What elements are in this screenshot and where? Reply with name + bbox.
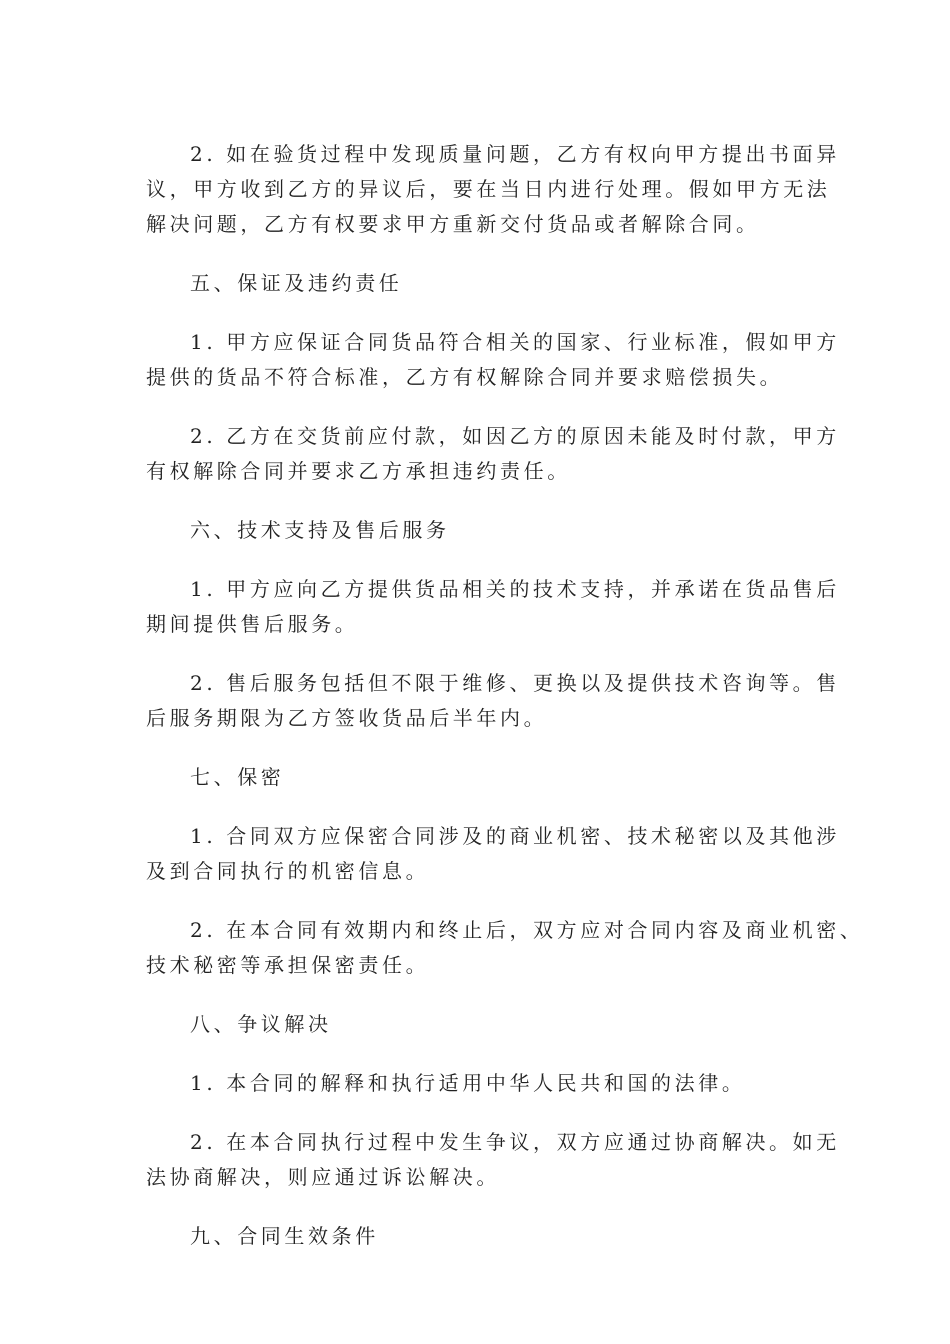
paragraph-line: 2. 在本合同执行过程中发生争议，双方应通过协商解决。如无 bbox=[190, 1130, 840, 1154]
clause-paragraph bbox=[146, 419, 840, 489]
clause-paragraph bbox=[146, 137, 840, 242]
paragraph-line: 解决问题，乙方有权要求甲方重新交付货品或者解除合同。 bbox=[146, 212, 760, 236]
paragraph-line: 技术秘密等承担保密责任。 bbox=[146, 953, 430, 977]
paragraph-line: 1. 合同双方应保密合同涉及的商业机密、技术秘密以及其他涉 bbox=[190, 824, 840, 848]
paragraph-line: 1. 甲方应保证合同货品符合相关的国家、行业标准，假如甲方 bbox=[190, 330, 840, 354]
paragraph-line: 2. 在本合同有效期内和终止后，双方应对合同内容及商业机密、 bbox=[190, 918, 864, 942]
paragraph-line: 2. 售后服务包括但不限于维修、更换以及提供技术咨询等。售 bbox=[190, 671, 840, 695]
section-heading bbox=[146, 760, 814, 795]
paragraph-line: 法协商解决，则应通过诉讼解决。 bbox=[146, 1165, 500, 1189]
paragraph-line: 期间提供售后服务。 bbox=[146, 612, 359, 636]
heading-text: 七、保密 bbox=[190, 765, 285, 789]
paragraph-line: 后服务期限为乙方签收货品后半年内。 bbox=[146, 706, 548, 730]
paragraph-line: 1. 本合同的解释和执行适用中华人民共和国的法律。 bbox=[190, 1071, 746, 1095]
clause-paragraph bbox=[146, 913, 864, 983]
heading-text: 六、技术支持及售后服务 bbox=[190, 518, 450, 542]
heading-text: 八、争议解决 bbox=[190, 1012, 332, 1036]
section-heading bbox=[146, 1219, 814, 1254]
section-heading bbox=[146, 1007, 814, 1042]
paragraph-line: 1. 甲方应向乙方提供货品相关的技术支持，并承诺在货品售后 bbox=[190, 577, 840, 601]
clause-paragraph bbox=[146, 325, 840, 395]
paragraph-line: 2. 如在验货过程中发现质量问题，乙方有权向甲方提出书面异 bbox=[190, 142, 840, 166]
section-heading bbox=[146, 513, 814, 548]
paragraph-line: 2. 乙方在交货前应付款，如因乙方的原因未能及时付款，甲方 bbox=[190, 424, 840, 448]
document-body bbox=[146, 113, 864, 1254]
clause-paragraph bbox=[146, 666, 840, 736]
clause-paragraph bbox=[146, 819, 840, 889]
paragraph-line: 及到合同执行的机密信息。 bbox=[146, 859, 430, 883]
clause-paragraph bbox=[146, 1125, 840, 1195]
paragraph-line: 议，甲方收到乙方的异议后，要在当日内进行处理。假如甲方无法 bbox=[146, 177, 831, 201]
clause-paragraph bbox=[146, 572, 840, 642]
paragraph-line: 提供的货品不符合标准，乙方有权解除合同并要求赔偿损失。 bbox=[146, 365, 784, 389]
heading-text: 九、合同生效条件 bbox=[190, 1224, 379, 1248]
heading-text: 五、保证及违约责任 bbox=[190, 271, 403, 295]
paragraph-line: 有权解除合同并要求乙方承担违约责任。 bbox=[146, 459, 571, 483]
clause-paragraph bbox=[146, 1066, 814, 1101]
section-heading bbox=[146, 266, 814, 301]
